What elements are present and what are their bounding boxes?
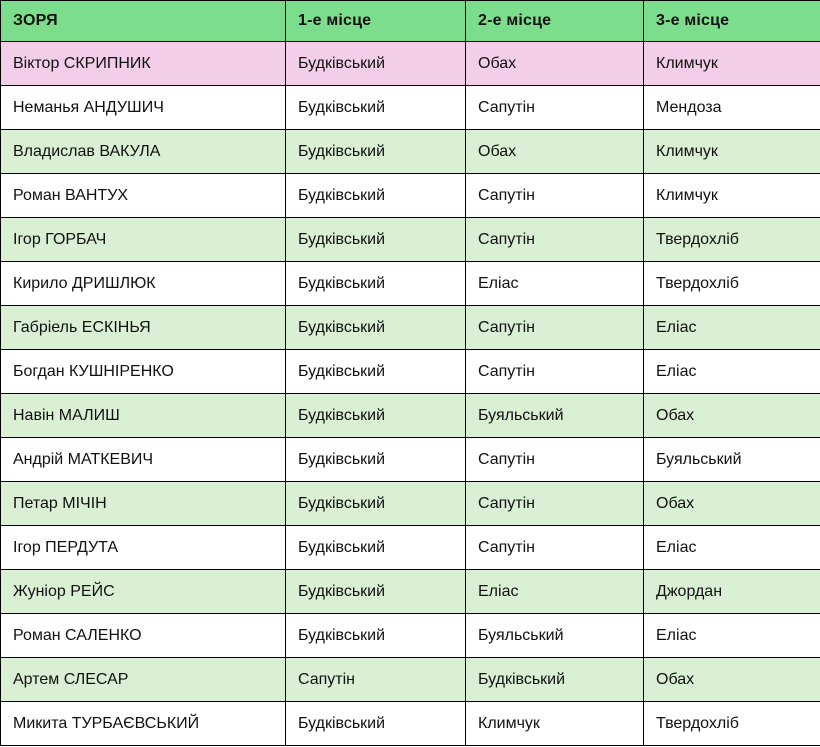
second-place-cell: Сапутін <box>466 306 644 350</box>
first-place-cell: Будківський <box>286 130 466 174</box>
first-place-cell: Будківський <box>286 394 466 438</box>
table-row <box>1 702 820 746</box>
first-place-cell: Будківський <box>286 350 466 394</box>
third-place-cell: Твердохліб <box>644 262 820 306</box>
third-place-cell: Еліас <box>644 526 820 570</box>
table-row <box>1 482 820 526</box>
player-name-cell: Навін МАЛИШ <box>1 394 286 438</box>
table-row <box>1 262 820 306</box>
player-name-cell: Кирило ДРИШЛЮК <box>1 262 286 306</box>
table-row <box>1 658 820 702</box>
second-place-cell: Еліас <box>466 570 644 614</box>
third-place-cell: Твердохліб <box>644 218 820 262</box>
player-name-cell: Роман САЛЕНКО <box>1 614 286 658</box>
second-place-cell: Сапутін <box>466 350 644 394</box>
third-place-cell: Климчук <box>644 42 820 86</box>
player-name-cell: Андрій МАТКЕВИЧ <box>1 438 286 482</box>
table-row <box>1 526 820 570</box>
table-row <box>1 306 820 350</box>
player-name-cell: Неманья АНДУШИЧ <box>1 86 286 130</box>
column-header-team: ЗОРЯ <box>1 1 286 42</box>
table-row <box>1 614 820 658</box>
second-place-cell: Буяльський <box>466 614 644 658</box>
table-body <box>1 42 820 746</box>
second-place-cell: Сапутін <box>466 482 644 526</box>
player-name-cell: Віктор СКРИПНИК <box>1 42 286 86</box>
third-place-cell: Обах <box>644 482 820 526</box>
third-place-cell: Твердохліб <box>644 702 820 746</box>
second-place-cell: Обах <box>466 130 644 174</box>
second-place-cell: Климчук <box>466 702 644 746</box>
first-place-cell: Будківський <box>286 570 466 614</box>
third-place-cell: Еліас <box>644 306 820 350</box>
third-place-cell: Джордан <box>644 570 820 614</box>
first-place-cell: Сапутін <box>286 658 466 702</box>
second-place-cell: Сапутін <box>466 438 644 482</box>
first-place-cell: Будківський <box>286 614 466 658</box>
player-name-cell: Петар МІЧІН <box>1 482 286 526</box>
second-place-cell: Сапутін <box>466 86 644 130</box>
second-place-cell: Сапутін <box>466 218 644 262</box>
third-place-cell: Мендоза <box>644 86 820 130</box>
player-name-cell: Жуніор РЕЙС <box>1 570 286 614</box>
second-place-cell: Буяльський <box>466 394 644 438</box>
second-place-cell: Сапутін <box>466 526 644 570</box>
third-place-cell: Еліас <box>644 350 820 394</box>
player-name-cell: Владислав ВАКУЛА <box>1 130 286 174</box>
player-name-cell: Роман ВАНТУХ <box>1 174 286 218</box>
table-header <box>1 1 820 42</box>
first-place-cell: Будківський <box>286 218 466 262</box>
third-place-cell: Буяльський <box>644 438 820 482</box>
table-row <box>1 130 820 174</box>
first-place-cell: Будківський <box>286 526 466 570</box>
first-place-cell: Будківський <box>286 438 466 482</box>
second-place-cell: Еліас <box>466 262 644 306</box>
first-place-cell: Будківський <box>286 702 466 746</box>
first-place-cell: Будківський <box>286 306 466 350</box>
third-place-cell: Обах <box>644 394 820 438</box>
table-row <box>1 42 820 86</box>
second-place-cell: Обах <box>466 42 644 86</box>
third-place-cell: Климчук <box>644 130 820 174</box>
table-row <box>1 570 820 614</box>
first-place-cell: Будківський <box>286 482 466 526</box>
third-place-cell: Еліас <box>644 614 820 658</box>
player-name-cell: Ігор ГОРБАЧ <box>1 218 286 262</box>
table-row <box>1 86 820 130</box>
player-name-cell: Микита ТУРБАЄВСЬКИЙ <box>1 702 286 746</box>
first-place-cell: Будківський <box>286 42 466 86</box>
table-row <box>1 350 820 394</box>
third-place-cell: Климчук <box>644 174 820 218</box>
column-header-second-place: 2-е місце <box>466 1 644 42</box>
column-header-third-place: 3-е місце <box>644 1 820 42</box>
second-place-cell: Будківський <box>466 658 644 702</box>
table-row <box>1 438 820 482</box>
second-place-cell: Сапутін <box>466 174 644 218</box>
table-row <box>1 218 820 262</box>
first-place-cell: Будківський <box>286 86 466 130</box>
player-name-cell: Ігор ПЕРДУТА <box>1 526 286 570</box>
table-row <box>1 174 820 218</box>
third-place-cell: Обах <box>644 658 820 702</box>
first-place-cell: Будківський <box>286 174 466 218</box>
player-name-cell: Габріель ЕСКІНЬЯ <box>1 306 286 350</box>
column-header-first-place: 1-е місце <box>286 1 466 42</box>
table-row <box>1 394 820 438</box>
header-row <box>1 1 820 42</box>
player-name-cell: Артем СЛЕСАР <box>1 658 286 702</box>
first-place-cell: Будківський <box>286 262 466 306</box>
player-name-cell: Богдан КУШНІРЕНКО <box>1 350 286 394</box>
